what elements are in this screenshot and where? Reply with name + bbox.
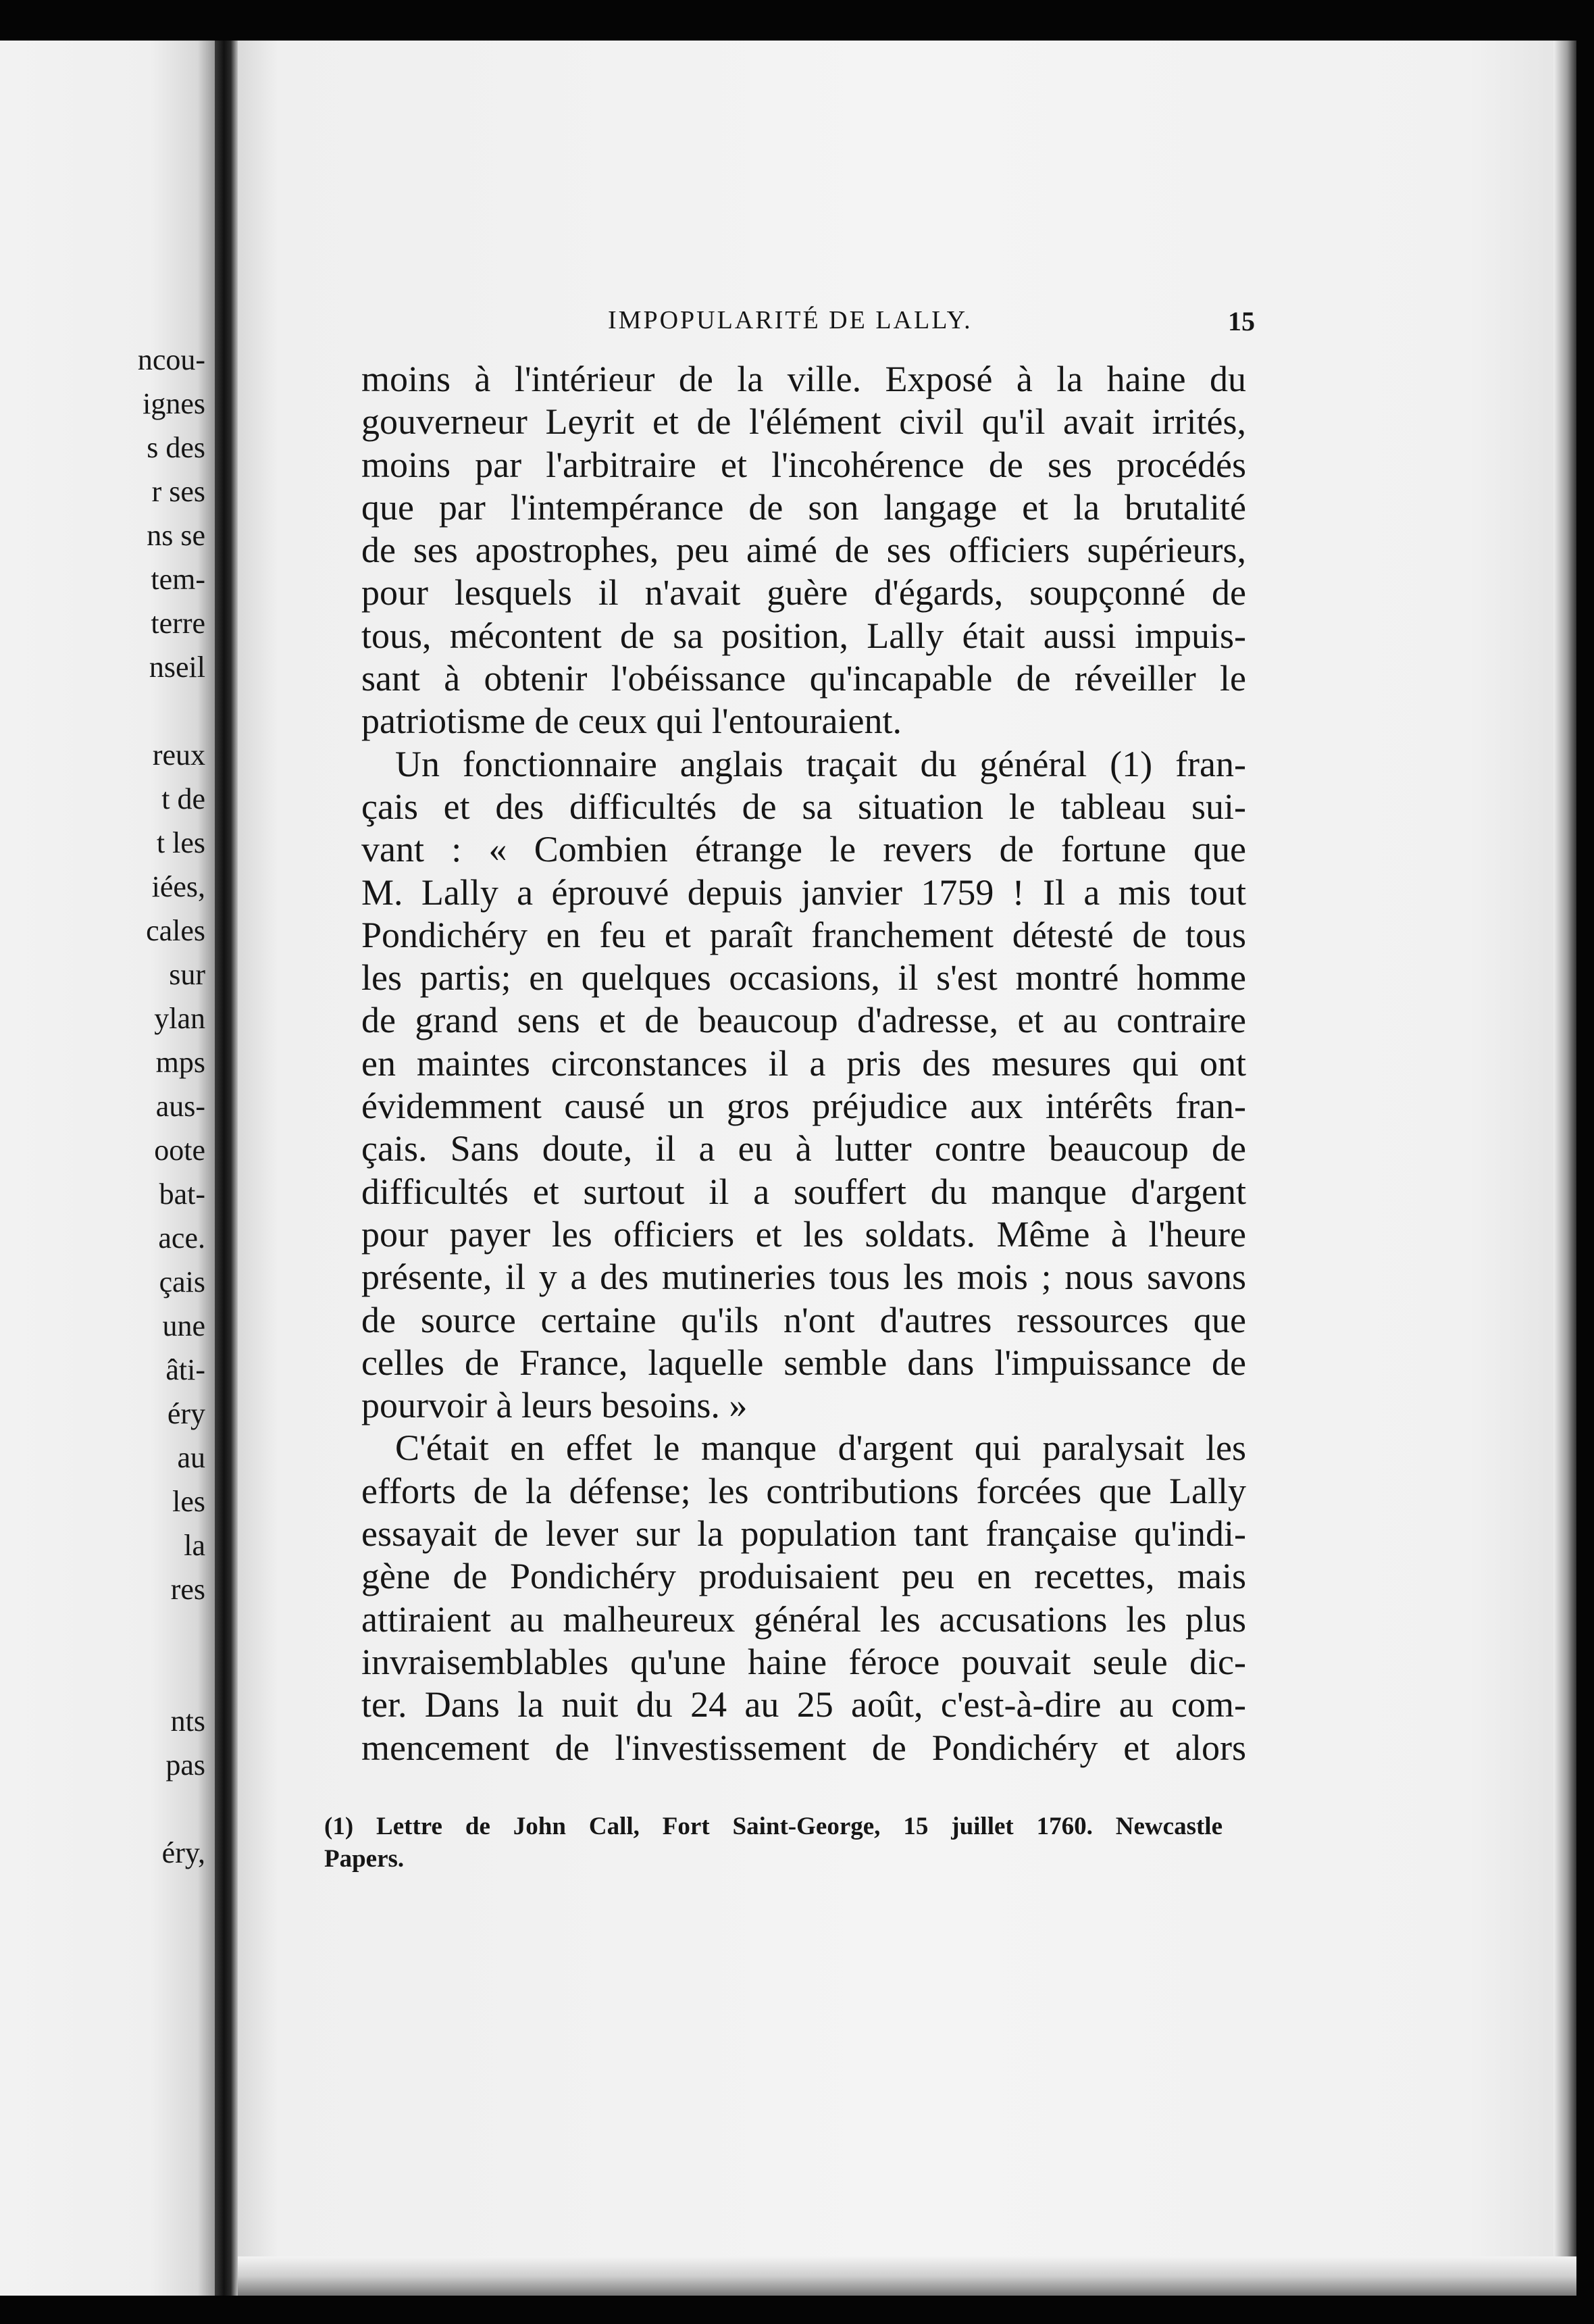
text-line: Un fonctionnaire anglais traçait du général (1) fran- xyxy=(395,743,1246,784)
text-line: évidemment causé un gros préjudice aux intérêts fran- xyxy=(361,1086,1246,1127)
text-line: mencement de l'investissement de Pondichéry et alors xyxy=(361,1727,1246,1768)
facing-page-fragment: une xyxy=(162,1309,205,1342)
facing-page-fragment xyxy=(0,1611,209,1655)
facing-page-fragment: éry, xyxy=(161,1836,205,1869)
text-line: pour lesquels il n'avait guère d'égards, soupçonné de xyxy=(361,572,1246,613)
facing-page-fragment: au xyxy=(177,1441,205,1474)
text-line: sant à obtenir l'obéissance qu'incapable de réveiller le xyxy=(361,658,1246,699)
text-line: moins par l'arbitraire et l'incohérence de ses procédés xyxy=(361,444,1246,485)
text-line: gouverneur Leyrit et de l'élément civil qu'il avait irrités, xyxy=(361,401,1246,443)
text-line: en maintes circonstances il a pris des mesures qui ont xyxy=(361,1042,1246,1084)
text-line: M. Lally a éprouvé depuis janvier 1759 ! Il a mis tout xyxy=(361,872,1246,913)
text-line: les partis; en quelques occasions, il s'est montré homme xyxy=(361,957,1246,999)
facing-page-fragment: s des xyxy=(147,431,205,464)
facing-page-fragment: terre xyxy=(151,607,205,640)
facing-page-fragment: iées, xyxy=(151,870,205,903)
text-line: Pondichéry en feu et paraît franchement détesté de tous xyxy=(361,914,1246,955)
text-line: efforts de la défense; les contributions forcées que Lally xyxy=(361,1470,1246,1511)
facing-page-fragment: bat- xyxy=(159,1178,205,1211)
text-line: C'était en effet le manque d'argent qui paralysait les xyxy=(395,1428,1246,1469)
text-line: çais. Sans doute, il a eu à lutter contre beaucoup de xyxy=(361,1128,1246,1169)
text-line: pourvoir à leurs besoins. » xyxy=(361,1385,748,1426)
facing-page-fragment: r ses xyxy=(151,475,205,508)
facing-page-fragment: ns se xyxy=(147,519,205,552)
facing-page-fragment: âti- xyxy=(165,1353,205,1386)
facing-page-fragment: ncou- xyxy=(137,343,205,376)
facing-page-fragment: mps xyxy=(155,1046,205,1079)
facing-page-fragment: les xyxy=(172,1485,205,1518)
text-line: ter. Dans la nuit du 24 au 25 août, c'est-à-dire au com- xyxy=(361,1684,1246,1725)
facing-page-fragment: ylan xyxy=(154,1002,205,1035)
scan-border-right xyxy=(1576,0,1594,2324)
facing-page-fragment: ignes xyxy=(143,387,205,420)
text-line: celles de France, laquelle semble dans l'impuissance de xyxy=(361,1342,1246,1383)
text-line: çais et des difficultés de sa situation le tableau sui- xyxy=(361,786,1246,827)
text-line: présente, il y a des mutineries tous les mois ; nous savons xyxy=(361,1257,1246,1298)
text-line: vant : « Combien étrange le revers de fortune que xyxy=(361,829,1246,870)
text-line: de grand sens et de beaucoup d'adresse, et au contraire xyxy=(361,1000,1246,1041)
scan-border-top xyxy=(0,0,1594,41)
facing-page-fragment: aus- xyxy=(155,1090,205,1123)
facing-page-fragment: cales xyxy=(146,914,205,947)
text-line: de source certaine qu'ils n'ont d'autres ressources que xyxy=(361,1299,1246,1340)
footnote-line: Papers. xyxy=(324,1845,405,1873)
facing-page-fragment xyxy=(0,1655,209,1699)
footnote xyxy=(324,1811,1223,1875)
facing-page-fragment: la xyxy=(184,1529,205,1562)
facing-page-fragment: nts xyxy=(170,1704,205,1738)
scan-border-bottom xyxy=(0,2296,1594,2324)
body-text xyxy=(361,358,1246,1769)
footnote-line: (1) Lettre de John Call, Fort Saint-George, 15 juillet 1760. Newcastle xyxy=(324,1813,1223,1840)
text-line: tous, mécontent de sa position, Lally était aussi impuis- xyxy=(361,615,1246,656)
facing-page-fragment: t de xyxy=(161,782,205,815)
text-line: difficultés et surtout il a souffert du manque d'argent xyxy=(361,1171,1246,1212)
text-line: pour payer les officiers et les soldats. Même à l'heure xyxy=(361,1213,1246,1255)
text-line: invraisemblables qu'une haine féroce pouvait seule dic- xyxy=(361,1641,1246,1682)
facing-page-fragment: pas xyxy=(165,1748,205,1782)
facing-page-fragment: ace. xyxy=(158,1221,205,1255)
facing-page-fragment: sur xyxy=(169,958,205,991)
facing-page-fragment: res xyxy=(170,1573,205,1606)
facing-page-fragment: éry xyxy=(167,1397,205,1430)
facing-page-fragment: oote xyxy=(154,1134,205,1167)
facing-page-fragment: nseil xyxy=(149,651,205,684)
running-head: IMPOPULARITÉ DE LALLY. xyxy=(608,306,973,334)
text-line: moins à l'intérieur de la ville. Exposé à la haine du xyxy=(361,359,1246,399)
facing-page-fragment: tem- xyxy=(151,563,205,596)
page-right-edge xyxy=(1553,41,1576,2296)
facing-page-fragment: reux xyxy=(152,738,205,772)
page-number: 15 xyxy=(1228,306,1255,336)
text-line: patriotisme de ceux qui l'entouraient. xyxy=(361,701,902,742)
facing-page-fragment: t les xyxy=(156,826,205,859)
book-gutter xyxy=(215,41,238,2297)
facing-page-text-fragments xyxy=(0,338,209,1875)
text-line: attiraient au malheureux général les accusations les plus xyxy=(361,1598,1246,1640)
facing-page-fragment xyxy=(0,1787,209,1831)
text-line: essayait de lever sur la population tant française qu'indi- xyxy=(361,1513,1246,1555)
facing-page-fragment xyxy=(0,689,209,733)
page-bottom-edge xyxy=(238,2256,1576,2296)
text-line: que par l'intempérance de son langage et la brutalité xyxy=(361,486,1246,528)
text-line: gène de Pondichéry produisaient peu en recettes, mais xyxy=(361,1556,1246,1597)
facing-page-fragment: çais xyxy=(159,1265,205,1298)
text-line: de ses apostrophes, peu aimé de ses officiers supérieurs, xyxy=(361,530,1246,571)
